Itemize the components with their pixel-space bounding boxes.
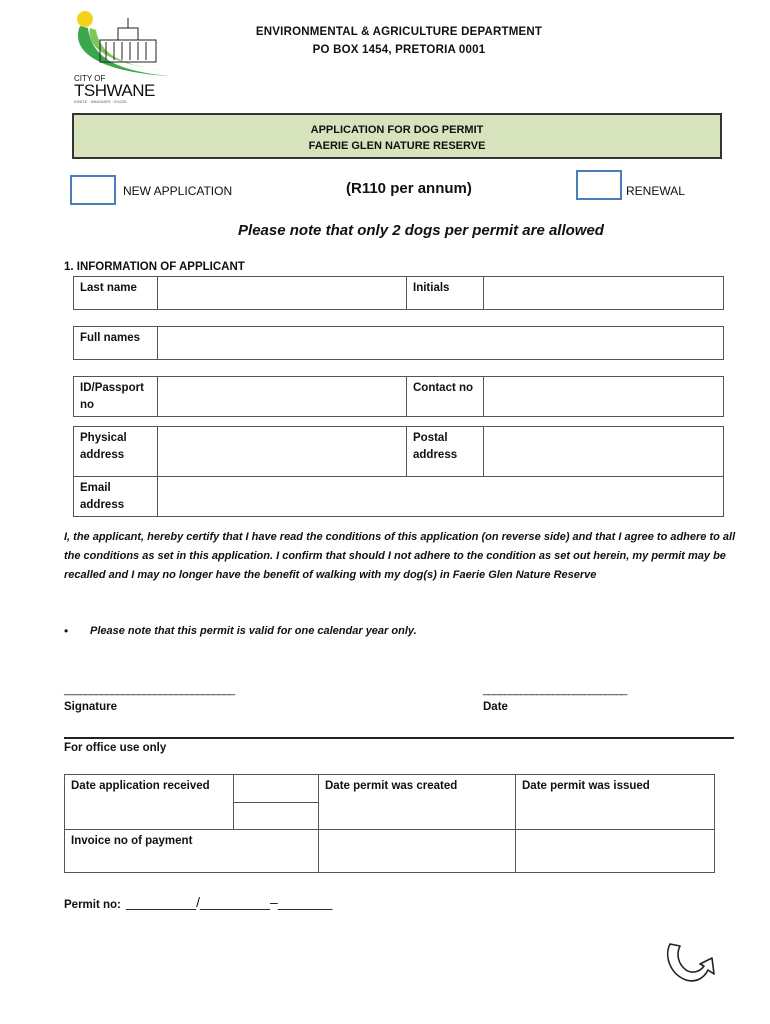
section-heading: 1. INFORMATION OF APPLICANT bbox=[64, 261, 245, 273]
full-names-row bbox=[73, 326, 724, 360]
date-issued-label: Date permit was issued bbox=[516, 775, 715, 830]
bullet-icon: • bbox=[64, 624, 69, 638]
contact-no-field[interactable] bbox=[484, 377, 724, 417]
id-contact-row bbox=[73, 376, 724, 417]
initials-field[interactable] bbox=[484, 277, 724, 310]
turn-page-arrow-icon bbox=[662, 938, 722, 988]
new-application-label: NEW APPLICATION bbox=[123, 184, 233, 198]
date-created-label: Date permit was created bbox=[319, 775, 516, 830]
signature-label: Signature bbox=[64, 701, 118, 713]
logo-tagline: IGNITE · INNOVATE · EXCEL bbox=[74, 99, 128, 104]
date-received-label: Date application received bbox=[65, 775, 234, 830]
renewal-checkbox[interactable] bbox=[576, 170, 622, 200]
postal-address-field[interactable] bbox=[484, 427, 724, 477]
office-divider bbox=[64, 737, 734, 739]
permit-no-field[interactable]: _________/_________–_______ bbox=[126, 894, 333, 910]
full-names-field[interactable] bbox=[158, 327, 724, 360]
address-table bbox=[73, 426, 724, 517]
physical-address-field[interactable] bbox=[158, 427, 407, 477]
date-received-field-2[interactable] bbox=[234, 803, 319, 830]
date-label: Date bbox=[483, 701, 508, 713]
initials-label: Initials bbox=[407, 277, 484, 310]
email-address-label: Email address bbox=[74, 477, 158, 517]
id-passport-field[interactable] bbox=[158, 377, 407, 417]
dog-limit-notice: Please note that only 2 dogs per permit are allowed bbox=[238, 222, 604, 239]
new-application-checkbox[interactable] bbox=[70, 175, 116, 205]
last-name-field[interactable] bbox=[158, 277, 407, 310]
logo-name: TSHWANE bbox=[74, 81, 155, 100]
date-line[interactable]: ___________________________ bbox=[483, 684, 627, 696]
form-title-box bbox=[72, 113, 722, 159]
city-logo bbox=[66, 10, 181, 105]
full-names-label: Full names bbox=[74, 327, 158, 360]
fee-label: (R110 per annum) bbox=[346, 180, 472, 197]
date-received-field[interactable] bbox=[234, 775, 319, 803]
id-passport-label: ID/Passport no bbox=[74, 377, 158, 417]
signature-line[interactable]: ________________________________ bbox=[64, 684, 235, 696]
contact-no-label: Contact no bbox=[407, 377, 484, 417]
logo-city-of: CITY OF bbox=[74, 74, 106, 83]
department-address: PO BOX 1454, PRETORIA 0001 bbox=[312, 44, 486, 56]
form-title: APPLICATION FOR DOG PERMIT bbox=[310, 124, 484, 136]
renewal-label: RENEWAL bbox=[626, 184, 685, 198]
permit-no-label: Permit no: bbox=[64, 899, 121, 911]
office-table bbox=[64, 774, 715, 873]
name-row bbox=[73, 276, 724, 310]
invoice-no-label: Invoice no of payment bbox=[65, 830, 319, 873]
date-created-field[interactable] bbox=[319, 830, 516, 873]
department-heading: ENVIRONMENTAL & AGRICULTURE DEPARTMENT bbox=[255, 26, 543, 38]
email-address-field[interactable] bbox=[158, 477, 724, 517]
date-issued-field[interactable] bbox=[516, 830, 715, 873]
form-subtitle: FAERIE GLEN NATURE RESERVE bbox=[308, 140, 486, 152]
postal-address-label: Postal address bbox=[407, 427, 484, 477]
validity-note: Please note that this permit is valid for one calendar year only. bbox=[90, 625, 417, 637]
declaration-text: I, the applicant, hereby certify that I have read the conditions of this application (on reverse side) and that I agree to adhere to all the conditions as set in this application. I confirm that should I not adhere to the condition as set out herein, my permit may be recalled and I may no longer have the benefit of walking with my dog(s) in Faerie Glen Nature Reserve bbox=[64, 531, 736, 581]
office-heading: For office use only bbox=[64, 742, 167, 754]
last-name-label: Last name bbox=[74, 277, 158, 310]
physical-address-label: Physical address bbox=[74, 427, 158, 477]
